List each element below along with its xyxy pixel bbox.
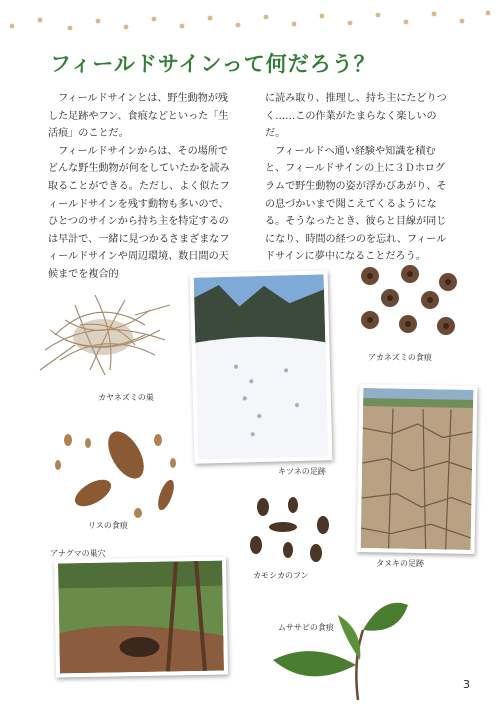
- caption-squirrel: リスの食痕: [88, 521, 128, 530]
- paragraph: フィールドサインからは、その場所でどんな野生動物が何をしていたかを読み取ることができる。ただし、よく似たフィールドサインを残す動物も多いので、ひとつのサインから持ち主を特定するのは早計で、一緒に見つかるさまざまなフィールドサインや周辺環境、数日間の天候までを複合的: [48, 145, 230, 280]
- caption-flying-squirrel: ムササビの食痕: [278, 623, 334, 632]
- page-number: 3: [463, 678, 470, 691]
- nuts-photo: [352, 262, 467, 342]
- droppings-photo: [238, 495, 338, 565]
- caption-fox: キツネの足跡: [278, 467, 326, 476]
- caption-nest: カヤネズミの巣: [98, 393, 154, 402]
- paw-print-border: [0, 4, 500, 34]
- tanuki-tracks-photo: [357, 384, 478, 554]
- paragraph: フィールドへ通い経験や知識を積むと、フィールドサインの上に３Ｄホログラムで野生動物の姿が浮かびあがり、その息づかいまで聞こえてくるようになる。そうなったとき、彼らと目線が同じになり、時間の経つのを忘れ、フィールドサインに夢中になることだろう。: [265, 145, 447, 263]
- body-column-right: [265, 90, 451, 266]
- badger-burrow-photo: [54, 557, 228, 678]
- paragraph: に読み取り、推理し、持ち主にたどりつく……この作業がたまらなく楽しいのだ。: [265, 93, 447, 140]
- leaves-photo: [268, 590, 418, 705]
- caption-serow: カモシカのフン: [253, 571, 309, 580]
- body-column-left: [48, 90, 234, 284]
- page-title: フィールドサインって何だろう？: [50, 52, 376, 76]
- nest-photo: [35, 275, 175, 385]
- caption-badger: アナグマの巣穴: [50, 549, 106, 558]
- caption-tanuki: タヌキの足跡: [376, 559, 424, 568]
- paragraph: フィールドサインとは、野生動物が残した足跡やフン、食痕などといった「生活痕」のことだ。: [48, 93, 229, 140]
- pinecone-photo: [38, 425, 188, 520]
- fox-tracks-photo: [190, 270, 333, 464]
- caption-mouse: アカネズミの食痕: [368, 353, 432, 362]
